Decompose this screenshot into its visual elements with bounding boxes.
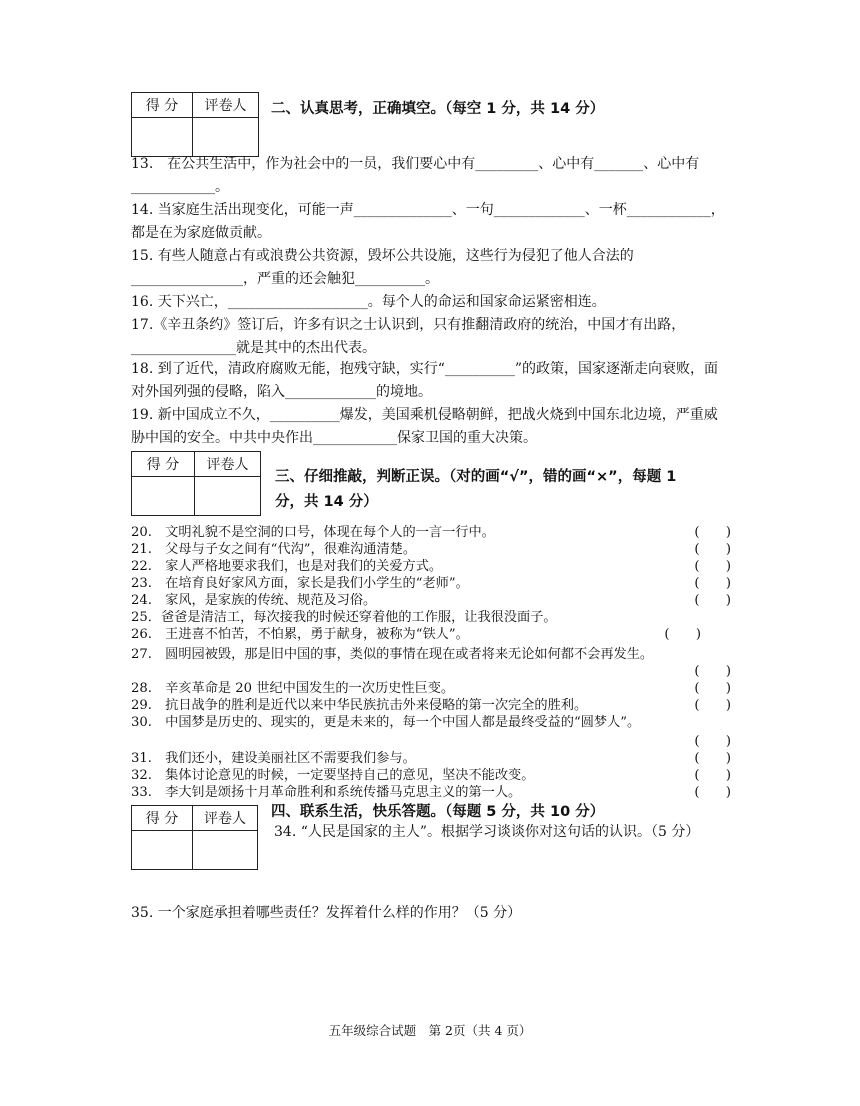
tf-item-29 — [131, 697, 731, 714]
answer-bracket[interactable]: ( ) — [694, 576, 731, 591]
score-cell[interactable] — [132, 477, 195, 516]
tf-statement: 30. 中国梦是历史的、现实的，更是未来的，每一个中国人都是最终受益的“圆梦人”。 — [131, 715, 641, 730]
tf-item-21 — [131, 541, 731, 558]
answer-bracket[interactable]: ( ) — [694, 542, 731, 557]
tf-statement: 33. 李大钊是颂扬十月革命胜利和系统传播马克思主义的第一人。 — [131, 785, 522, 800]
tf-statement: 23. 在培育良好家风方面，家长是我们小学生的“老师”。 — [131, 576, 469, 591]
grader-label: 评卷人 — [193, 806, 258, 831]
tf-statement: 26. 王进喜不怕苦，不怕累，勇于献身，被称为“铁人”。 — [131, 627, 469, 642]
tf-item-28 — [131, 680, 731, 697]
question-14: 14. 当家庭生活出现变化，可能一声______________、一句_____________、一杯____________，都是在为家庭做贡献。 — [131, 202, 725, 241]
tf-item-30-bracket-line — [131, 733, 731, 750]
tf-item-25 — [131, 609, 731, 626]
section4-title: 四、联系生活，快乐答题。（每题 5 分，共 10 分） — [271, 804, 605, 820]
answer-bracket[interactable]: ( ) — [694, 559, 731, 574]
answer-bracket[interactable]: ( ) — [694, 734, 731, 749]
answer-bracket[interactable]: ( ) — [694, 664, 731, 679]
tf-item-23 — [131, 575, 731, 592]
answer-bracket[interactable]: ( ) — [694, 698, 731, 713]
tf-item-30 — [131, 714, 731, 731]
answer-bracket[interactable]: ( ) — [694, 525, 731, 540]
tf-item-27 — [131, 646, 731, 663]
section3-title-line1: 三、仔细推敲，判断正误。（对的画“√”，错的画“×”，每题 1 — [275, 469, 677, 485]
question-16: 16. 天下兴亡，____________________。每个人的命运和国家命运紧密相连。 — [131, 294, 606, 310]
tf-item-32 — [131, 767, 731, 784]
score-cell[interactable] — [132, 118, 193, 157]
tf-statement: 25．爸爸是清洁工，每次接我的时候还穿着他的工作服，让我很没面子。 — [131, 610, 557, 625]
tf-item-22 — [131, 558, 731, 575]
score-label: 得 分 — [132, 806, 193, 831]
score-box-section2 — [131, 92, 259, 157]
grader-cell[interactable] — [193, 831, 258, 870]
tf-item-20 — [131, 524, 731, 541]
question-34: 34. “人民是国家的主人”。根据学习谈谈你对这句话的认识。（5 分） — [274, 824, 700, 840]
grader-cell[interactable] — [195, 477, 261, 516]
answer-bracket[interactable]: ( ) — [694, 681, 731, 696]
answer-bracket[interactable]: ( ) — [694, 768, 731, 783]
tf-statement: 29. 抗日战争的胜利是近代以来中华民族抗击外来侵略的第一次完全的胜利。 — [131, 698, 588, 713]
score-cell[interactable] — [132, 831, 193, 870]
answer-bracket[interactable]: ( ) — [694, 593, 731, 608]
section3-title-line2: 分，共 14 分） — [275, 494, 378, 510]
tf-statement: 27. 圆明园被毁，那是旧中国的事，类似的事情在现在或者将来无论如何都不会再发生。 — [131, 647, 654, 662]
answer-bracket[interactable]: ( ) — [694, 785, 731, 800]
score-box-section3 — [131, 451, 261, 516]
tf-statement: 21. 父母与子女之间有“代沟”，很难沟通清楚。 — [131, 542, 417, 557]
tf-statement: 32. 集体讨论意见的时候，一定要坚持自己的意见，坚决不能改变。 — [131, 768, 535, 783]
tf-item-27-bracket-line — [131, 663, 731, 680]
question-17: 17.《辛丑条约》签订后，许多有识之士认识到，只有推翻清政府的统治，中国才有出路，_______________就是其中的杰出代表。 — [131, 317, 686, 356]
tf-item-33 — [131, 784, 731, 801]
question-13: 13. 在公共生活中，作为社会中的一员，我们要心中有_________、心中有_______、心中有____________。 — [131, 156, 700, 195]
score-box-section4 — [131, 805, 258, 870]
tf-statement: 28. 辛亥革命是 20 世纪中国发生的一次历史性巨变。 — [131, 681, 455, 696]
answer-bracket[interactable]: ( ) — [694, 751, 731, 766]
question-15: 15. 有些人随意占有或浪费公共资源，毁坏公共设施，这些行为侵犯了他人合法的________________，严重的还会触犯__________。 — [131, 248, 634, 287]
score-label: 得 分 — [132, 93, 193, 118]
section2-title: 二、认真思考，正确填空。（每空 1 分，共 14 分） — [271, 101, 605, 117]
answer-bracket[interactable]: ( ) — [664, 627, 701, 642]
tf-item-31 — [131, 750, 731, 767]
grader-label: 评卷人 — [193, 93, 259, 118]
grader-label: 评卷人 — [195, 452, 261, 477]
tf-statement: 22. 家人严格地要求我们，也是对我们的关爱方式。 — [131, 559, 443, 574]
tf-item-26 — [131, 626, 731, 643]
tf-statement: 31. 我们还小，建设美丽社区不需要我们参与。 — [131, 751, 416, 766]
question-35: 35. 一个家庭承担着哪些责任？发挥着什么样的作用？（5 分） — [131, 905, 522, 921]
score-label: 得 分 — [132, 452, 195, 477]
tf-item-24 — [131, 592, 731, 609]
grader-cell[interactable] — [193, 118, 259, 157]
tf-statement: 20. 文明礼貌不是空洞的口号，体现在每个人的一言一行中。 — [131, 525, 495, 540]
page-footer: 五年级综合试题 第 2页（共 4 页） — [328, 1023, 532, 1038]
question-18: 18. 到了近代，清政府腐败无能，抱残守缺，实行“__________”的政策，国家逐渐走向衰败，面对外国列强的侵略，陷入_____________的境地。 — [131, 361, 719, 400]
question-19: 19. 新中国成立不久，__________爆发，美国乘机侵略朝鲜，把战火烧到中国东北边境，严重威胁中国的安全。中共中央作出____________保家卫国的重大决策。 — [131, 407, 718, 446]
tf-statement: 24. 家风，是家族的传统、规范及习俗。 — [131, 593, 377, 608]
